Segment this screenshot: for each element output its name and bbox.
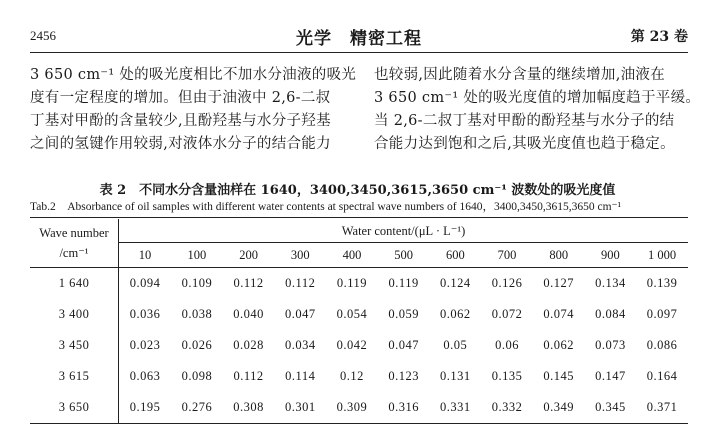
body-line: 之间的氢键作用较弱,对液体水分子的结合能力 <box>30 136 331 152</box>
absorbance-cell: 0.276 <box>181 400 213 414</box>
absorbance-cell: 0.072 <box>491 307 523 321</box>
column-header: 100 <box>187 247 207 262</box>
absorbance-cell: 0.126 <box>491 276 523 290</box>
absorbance-cell: 0.147 <box>595 369 626 383</box>
absorbance-cell: 0.127 <box>543 276 574 290</box>
absorbance-cell: 0.109 <box>181 276 213 290</box>
absorbance-cell: 0.023 <box>129 338 161 352</box>
absorbance-cell: 0.047 <box>284 307 316 321</box>
column-header: 800 <box>549 247 569 262</box>
absorbance-cell: 0.054 <box>336 307 368 321</box>
absorbance-cell: 0.371 <box>646 400 678 414</box>
absorbance-cell: 0.112 <box>233 369 264 383</box>
column-header: 500 <box>394 247 413 262</box>
body-column-left <box>30 64 355 156</box>
absorbance-cell: 0.036 <box>129 307 161 321</box>
absorbance-cell: 0.135 <box>491 369 523 383</box>
column-header-row <box>30 243 688 268</box>
absorbance-cell: 0.063 <box>129 369 161 383</box>
wave-number-cell: 1 640 <box>30 268 119 300</box>
absorbance-cell: 0.059 <box>388 307 419 321</box>
column-header: 10 <box>138 247 152 262</box>
body-line: 3 650 cm⁻¹ 处的吸光度相比不加水分油液的吸光 <box>30 67 357 83</box>
absorbance-cell: 0.124 <box>440 276 471 290</box>
table-row <box>30 330 688 361</box>
body-line: 也较弱,因此随着水分含量的继续增加,油液在 <box>374 67 666 83</box>
absorbance-cell: 0.074 <box>543 307 574 321</box>
absorbance-cell: 0.114 <box>285 369 316 383</box>
absorbance-cell: 0.331 <box>440 400 471 414</box>
body-column-right <box>374 64 701 156</box>
body-line: 3 650 cm⁻¹ 处的吸光度值的增加幅度趋于平缓。 <box>374 90 701 106</box>
table-caption-en: Tab.2 Absorbance of oil samples with different water contents at spectral wave numbers of 1640，3400,3450,3615,3650 cm⁻¹ <box>30 201 622 213</box>
absorbance-cell: 0.028 <box>233 338 264 352</box>
wave-number-cell: 3 615 <box>30 361 119 392</box>
absorbance-cell: 0.195 <box>129 400 161 414</box>
absorbance-cell: 0.164 <box>646 369 678 383</box>
absorbance-cell: 0.038 <box>181 307 213 321</box>
absorbance-cell: 0.06 <box>495 338 519 352</box>
column-header: 200 <box>239 247 258 262</box>
column-header: 400 <box>342 247 362 262</box>
journal-title: 光学 精密工程 <box>296 29 422 49</box>
absorbance-cell: 0.084 <box>595 307 626 321</box>
absorbance-cell: 0.062 <box>440 307 471 321</box>
table-row <box>30 392 688 424</box>
absorbance-cell: 0.073 <box>595 338 626 352</box>
column-header: 600 <box>445 247 465 262</box>
column-header: 700 <box>497 247 517 262</box>
absorbance-cell: 0.062 <box>543 338 574 352</box>
wave-number-header-label: Wave number <box>39 226 109 240</box>
absorbance-cell: 0.12 <box>340 369 364 383</box>
body-line: 丁基对甲酚的含量较少,且酚羟基与水分子羟基 <box>30 113 331 129</box>
absorbance-cell: 0.047 <box>388 338 419 352</box>
absorbance-cell: 0.119 <box>388 276 419 290</box>
absorbance-cell: 0.112 <box>233 276 264 290</box>
absorbance-cell: 0.131 <box>440 369 471 383</box>
absorbance-cell: 0.042 <box>336 338 368 352</box>
absorbance-cell: 0.316 <box>388 400 419 414</box>
absorbance-cell: 0.332 <box>491 400 523 414</box>
table-row <box>30 361 688 392</box>
absorbance-cell: 0.097 <box>646 307 678 321</box>
body-line: 当 2,6-二叔丁基对甲酚的酚羟基与水分子的结 <box>374 113 675 129</box>
wave-number-header-unit: /cm⁻¹ <box>59 246 89 260</box>
absorbance-cell: 0.112 <box>285 276 316 290</box>
wave-number-cell: 3 400 <box>30 299 119 330</box>
body-line: 度有一定程度的增加。但由于油液中 2,6-二叔 <box>30 90 331 106</box>
absorbance-cell: 0.026 <box>181 338 213 352</box>
absorbance-cell: 0.094 <box>129 276 161 290</box>
absorbance-cell: 0.308 <box>233 400 264 414</box>
column-header: 300 <box>290 247 310 262</box>
absorbance-cell: 0.309 <box>336 400 368 414</box>
header-rule <box>30 52 688 53</box>
absorbance-cell: 0.134 <box>595 276 626 290</box>
page-number: 2456 <box>30 28 56 43</box>
absorbance-table <box>30 219 688 424</box>
absorbance-cell: 0.349 <box>543 400 574 414</box>
absorbance-cell: 0.139 <box>646 276 678 290</box>
volume-label: 第 23 卷 <box>630 29 688 45</box>
column-header: 1 000 <box>648 247 677 262</box>
absorbance-cell: 0.145 <box>543 369 574 383</box>
absorbance-cell: 0.034 <box>284 338 316 352</box>
absorbance-cell: 0.040 <box>233 307 264 321</box>
table-caption-cn: 表 2 不同水分含量油样在 1640，3400,3450,3615,3650 cm⁻¹ 波数处的吸光度值 <box>99 183 616 198</box>
absorbance-cell: 0.119 <box>336 276 368 290</box>
running-header <box>30 20 688 48</box>
absorbance-cell: 0.086 <box>646 338 678 352</box>
table-body <box>30 268 688 424</box>
wave-number-cell: 3 650 <box>30 392 119 424</box>
body-line: 合能力达到饱和之后,其吸光度值也趋于稳定。 <box>374 136 675 152</box>
absorbance-cell: 0.345 <box>595 400 626 414</box>
absorbance-cell: 0.123 <box>388 369 419 383</box>
absorbance-cell: 0.05 <box>443 338 468 352</box>
water-content-header: Water content/(μL · L⁻¹) <box>119 219 689 243</box>
column-header: 900 <box>601 247 620 262</box>
wave-number-header <box>30 219 119 268</box>
table-row <box>30 268 688 300</box>
table-row <box>30 299 688 330</box>
absorbance-cell: 0.301 <box>284 400 316 414</box>
wave-number-cell: 3 450 <box>30 330 119 361</box>
table-top-rule <box>30 217 688 218</box>
absorbance-cell: 0.098 <box>181 369 213 383</box>
